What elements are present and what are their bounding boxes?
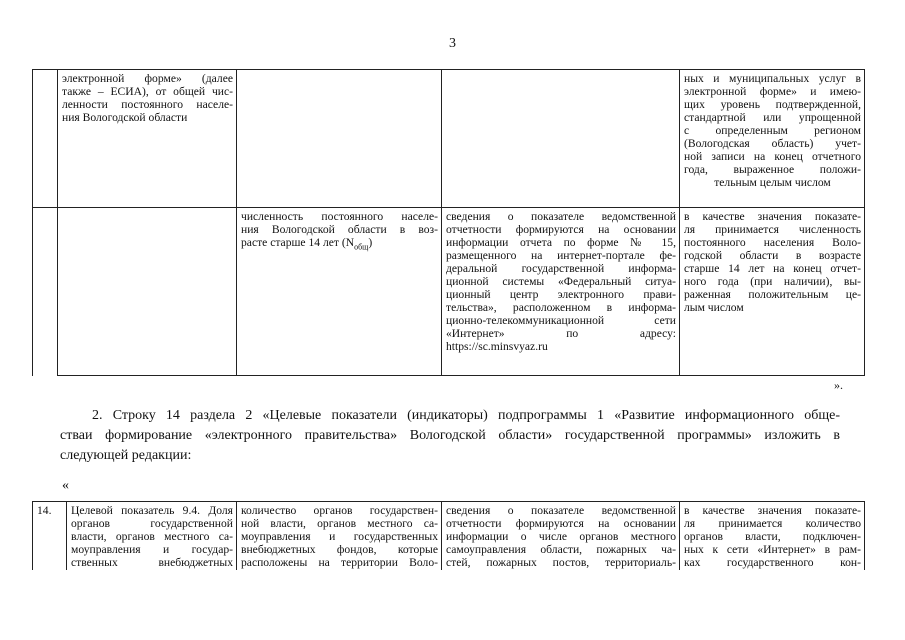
table-row [33,70,865,208]
indicator-name-cell: электронной форме» (далее также – ЕСИА), от общей чис- ленности постоянного населе- ния Вологодской области [58,70,237,208]
source-cell [442,70,680,208]
row-number-cell: 14. [33,502,67,571]
table-row [33,502,865,571]
row-number-cell [33,70,58,208]
indicators-table-row-14 [32,501,865,570]
page-number: 3 [449,36,456,51]
opening-quote: « [62,478,69,493]
calculation-cell: в качестве значения показате- ля принимается численность постоянного населения Воло- годской области в возрасте старше 14 лет на конец отчет- ного года (при наличии), вы- раженная положительным це- лым числом [680,208,865,376]
formula-cell: численность постоянного населе- ния Вологодской области в воз- расте старше 14 лет $(N_{общ})$ [237,208,442,376]
amendment-paragraph: 2. Строку 14 раздела 2 «Целевые показатели (индикаторы) подпрограммы 1 «Развитие информационного обще- стваи формирование «электронного правительства» Вологодской области» государственной программы» изложить в следующей редакции: [60,408,840,463]
formula-cell: количество органов государствен- ной власти, органов местного са- моуправления и государственных внебюджетных фондов, которые расположены на территории Воло- [237,502,442,571]
indicator-name-cell: Целевой показатель 9.4. Доля органов государственной власти, органов местного са- моуправления и государ- ственных внебюджетных [67,502,237,571]
calculation-cell: в качестве значения показате- ля принимается количество органов власти, подключен- ных к сети «Интернет» в рам- ках государственного кон- [680,502,865,571]
closing-quote: ». [834,378,843,392]
source-cell: сведения о показателе ведомственной отчетности формируются на основании информации о числе органов местного самоуправления области, пожарных ча- стей, пожарных постов, территориаль- [442,502,680,571]
table-row [33,208,865,376]
indicators-table-continued [32,69,865,376]
indicator-name-cell [58,208,237,376]
calculation-cell: ных и муниципальных услуг в электронной форме» и имею- щих уровень подтвержденной, стандартной или упрощенной с определенным регионом (Вологодская область) учет- ной записи на конец отчетного года, выраженное положи- тельным целым числом [680,70,865,208]
source-cell: сведения о показателе ведомственной отчетности формируются на основании информации отчета по форме № 15, размещенного на интернет-портале фе- деральной государственной информа- ционной системы «Федеральный ситуа- ционный центр электронного прави- тельства», расположенном в информа- ционно-телекоммуникационной сети «Интернет» по адресу: https://sc.minsvyaz.ru [442,208,680,376]
formula-cell [237,70,442,208]
row-number-cell [33,208,58,376]
